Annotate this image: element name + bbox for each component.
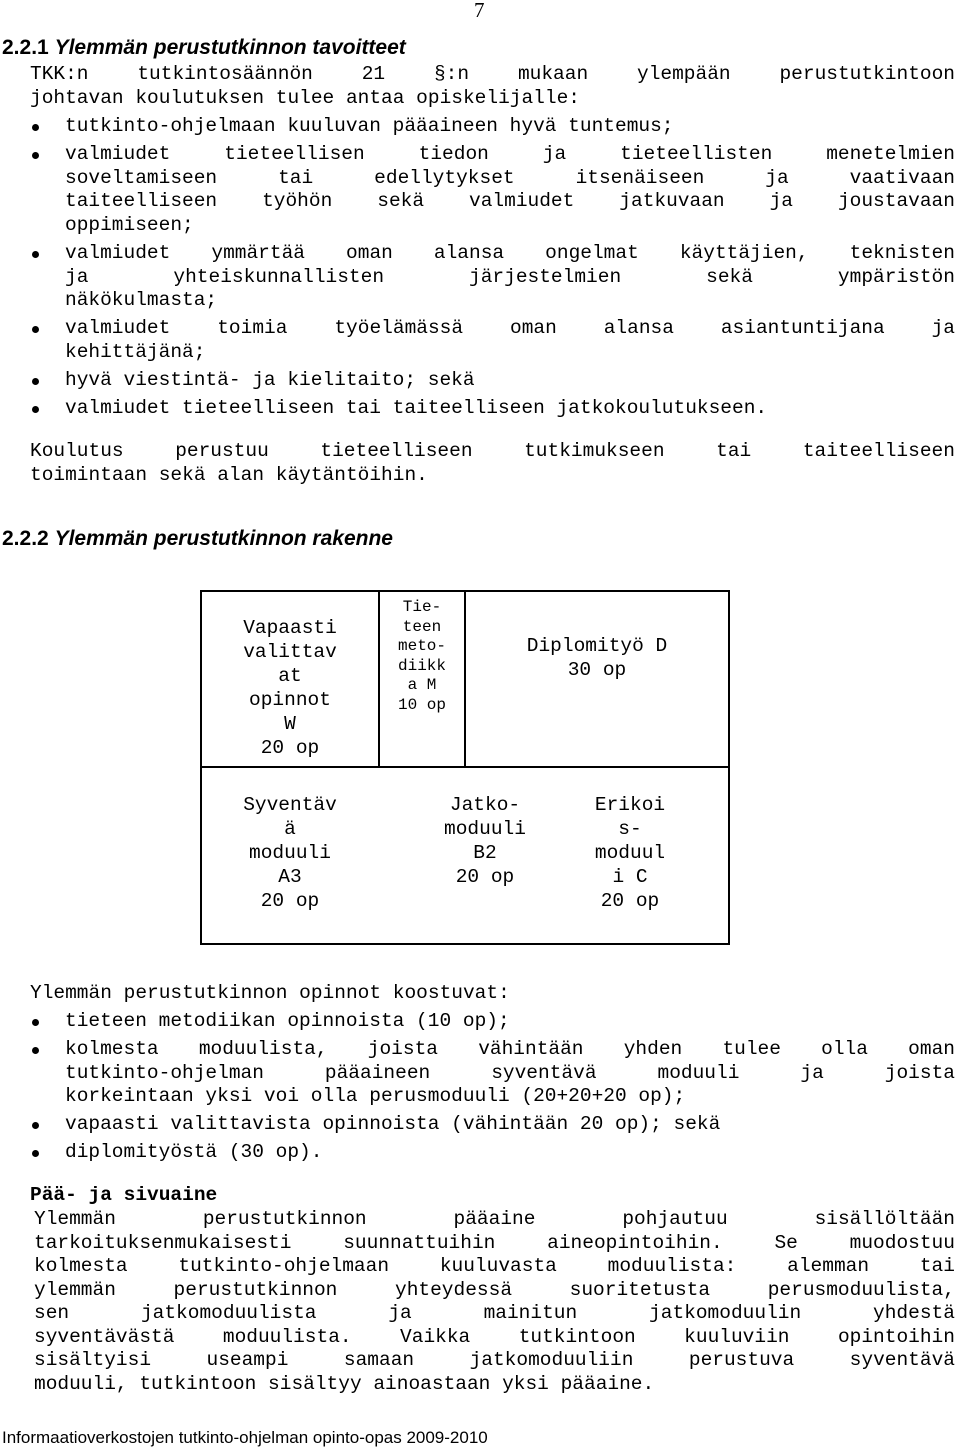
diagram-label: i C [612, 866, 648, 888]
thesis-block [466, 634, 728, 694]
paragraph-line: ylemmän perustutkinnon yhteydessä suoritetusta perusmoduulista, [34, 1278, 955, 1301]
free-studies-block [202, 616, 378, 759]
bullet-text: korkeintaan yksi voi olla perusmoduuli (20+20+20 op); [65, 1085, 686, 1107]
bullet-icon [32, 326, 39, 333]
paragraph-line: Ylemmän perustutkinnon pääaine pohjautuu sisällöltään [34, 1208, 955, 1230]
diagram-label: a M [407, 676, 437, 694]
section-heading-structure [2, 527, 393, 551]
diagram-label: meto- [397, 637, 446, 655]
bullet-icon [32, 406, 39, 413]
bullet-text: tieteen metodiikan opinnoista (10 op); [65, 1010, 510, 1032]
paragraph-line: moduuli, tutkintoon sisältyy ainoastaan yksi pääaine. [34, 1372, 655, 1395]
bullet-icon [32, 1122, 39, 1129]
bullet-icon [32, 1019, 39, 1026]
bullet-text: diplomityöstä (30 op). [65, 1141, 323, 1163]
bullet-text: valmiudet tieteellisen tiedon ja tieteellisten menetelmien [65, 143, 955, 165]
bullet-text: kehittäjänä; [65, 341, 206, 363]
diagram-label: teen [402, 617, 442, 636]
paragraph-line: sisältyisi useampi samaan jatkomoduuliin perustuva syventävä [34, 1349, 955, 1371]
page-footer: Informaatioverkostojen tutkinto-ohjelman opinto-opas 2009-2010 [2, 1428, 488, 1447]
module-a-block [202, 793, 378, 923]
module-c-block [540, 793, 720, 923]
diagram-label: moduul [594, 842, 666, 864]
subsection-title: Pää- ja sivuaine [30, 1184, 218, 1206]
bullet-text: kolmesta moduulista, joista vähintään yhden tulee olla oman [65, 1038, 955, 1060]
composition-intro: Ylemmän perustutkinnon opinnot koostuvat: [30, 982, 510, 1004]
section-title: Ylemmän perustutkinnon tavoitteet [54, 36, 406, 59]
bullet-text: tutkinto-ohjelmaan kuuluvan pääaineen hyvä tuntemus; [65, 115, 674, 137]
diagram-label: 20 op [455, 866, 515, 888]
diagram-label: 20 op [260, 737, 320, 759]
diagram-label: W [284, 713, 296, 735]
diagram-label: diikk [397, 656, 446, 675]
bullet-icon [32, 1047, 39, 1054]
bullet-icon [32, 378, 39, 385]
bullet-icon [32, 251, 39, 258]
diagram-label: Erikoi [594, 794, 666, 816]
section-heading-goals [2, 36, 406, 60]
diagram-label: at [278, 665, 302, 687]
diagram-label: 20 op [260, 890, 320, 912]
section-title: Ylemmän perustutkinnon rakenne [54, 527, 393, 550]
page-number: 7 [474, 0, 485, 22]
bullet-text: valmiudet ymmärtää oman alansa ongelmat käyttäjien, teknisten [65, 242, 955, 264]
bullet-text: soveltamiseen tai edellytykset itsenäiseen ja vaativaan [65, 167, 955, 189]
bullet-text: tutkinto-ohjelman pääaineen syventävä moduuli ja joista [65, 1062, 955, 1084]
diagram-label: s- [618, 818, 642, 840]
intro-text: johtavan koulutuksen tulee antaa opiskelijalle: [30, 87, 580, 109]
diagram-label: 30 op [567, 659, 627, 681]
paragraph-line: sen jatkomoduulista ja mainitun jatkomoduulin yhdestä [34, 1302, 955, 1324]
paragraph-line: kolmesta tutkinto-ohjelmaan kuuluvasta moduulista: alemman tai [34, 1255, 955, 1277]
diagram-divider [200, 766, 730, 768]
diagram-label: Vapaasti [243, 617, 337, 639]
bullet-text: hyvä viestintä- ja kielitaito; sekä [65, 369, 475, 391]
bullet-icon [32, 1150, 39, 1157]
closing-text: Koulutus perustuu tieteelliseen tutkimukseen tai taiteelliseen [30, 440, 955, 462]
diagram-label: Tie- [402, 598, 442, 616]
bullet-text: oppimiseen; [65, 214, 194, 236]
diagram-label: ä [284, 818, 296, 840]
diagram-label: valittav [243, 641, 337, 663]
diagram-label: A3 [278, 866, 302, 888]
intro-text: TKK:n tutkintosäännön 21 §:n mukaan ylempään perustutkintoon [30, 63, 955, 85]
diagram-label: moduuli [444, 818, 526, 840]
bullet-text: valmiudet tieteelliseen tai taiteelliseen jatkokoulutukseen. [65, 397, 768, 419]
bullet-text: taiteelliseen työhön sekä valmiudet jatkuvaan ja joustavaan [65, 190, 955, 212]
paragraph-line: syventävästä moduulista. Vaikka tutkintoon kuuluviin opintoihin [34, 1325, 955, 1348]
bullet-icon [32, 124, 39, 131]
diagram-label: 10 op [397, 695, 446, 714]
bullet-text: näkökulmasta; [65, 289, 218, 311]
methods-block [380, 598, 464, 722]
paragraph-line: tarkoituksenmukaisesti suunnattuihin aineopintoihin. Se muodostuu [34, 1231, 955, 1254]
diagram-label: 20 op [600, 890, 660, 912]
closing-text: toimintaan sekä alan käytäntöihin. [30, 464, 428, 486]
diagram-label: Jatko- [449, 794, 521, 816]
bullet-text: ja yhteiskunnallisten järjestelmien sekä ympäristön [65, 266, 955, 288]
diagram-label: Diplomityö D [526, 635, 668, 657]
bullet-icon [32, 152, 39, 159]
diagram-label: opinnot [249, 689, 331, 711]
bullet-text: vapaasti valittavista opinnoista (vähintään 20 op); sekä [65, 1113, 721, 1135]
section-number: 2.2.2 [2, 527, 49, 550]
diagram-label: B2 [473, 842, 497, 864]
bullet-text: valmiudet toimia työelämässä oman alansa asiantuntijana ja [65, 317, 955, 339]
diagram-label: Syventäv [243, 794, 337, 816]
section-number: 2.2.1 [2, 36, 49, 59]
diagram-label: moduuli [249, 842, 331, 864]
